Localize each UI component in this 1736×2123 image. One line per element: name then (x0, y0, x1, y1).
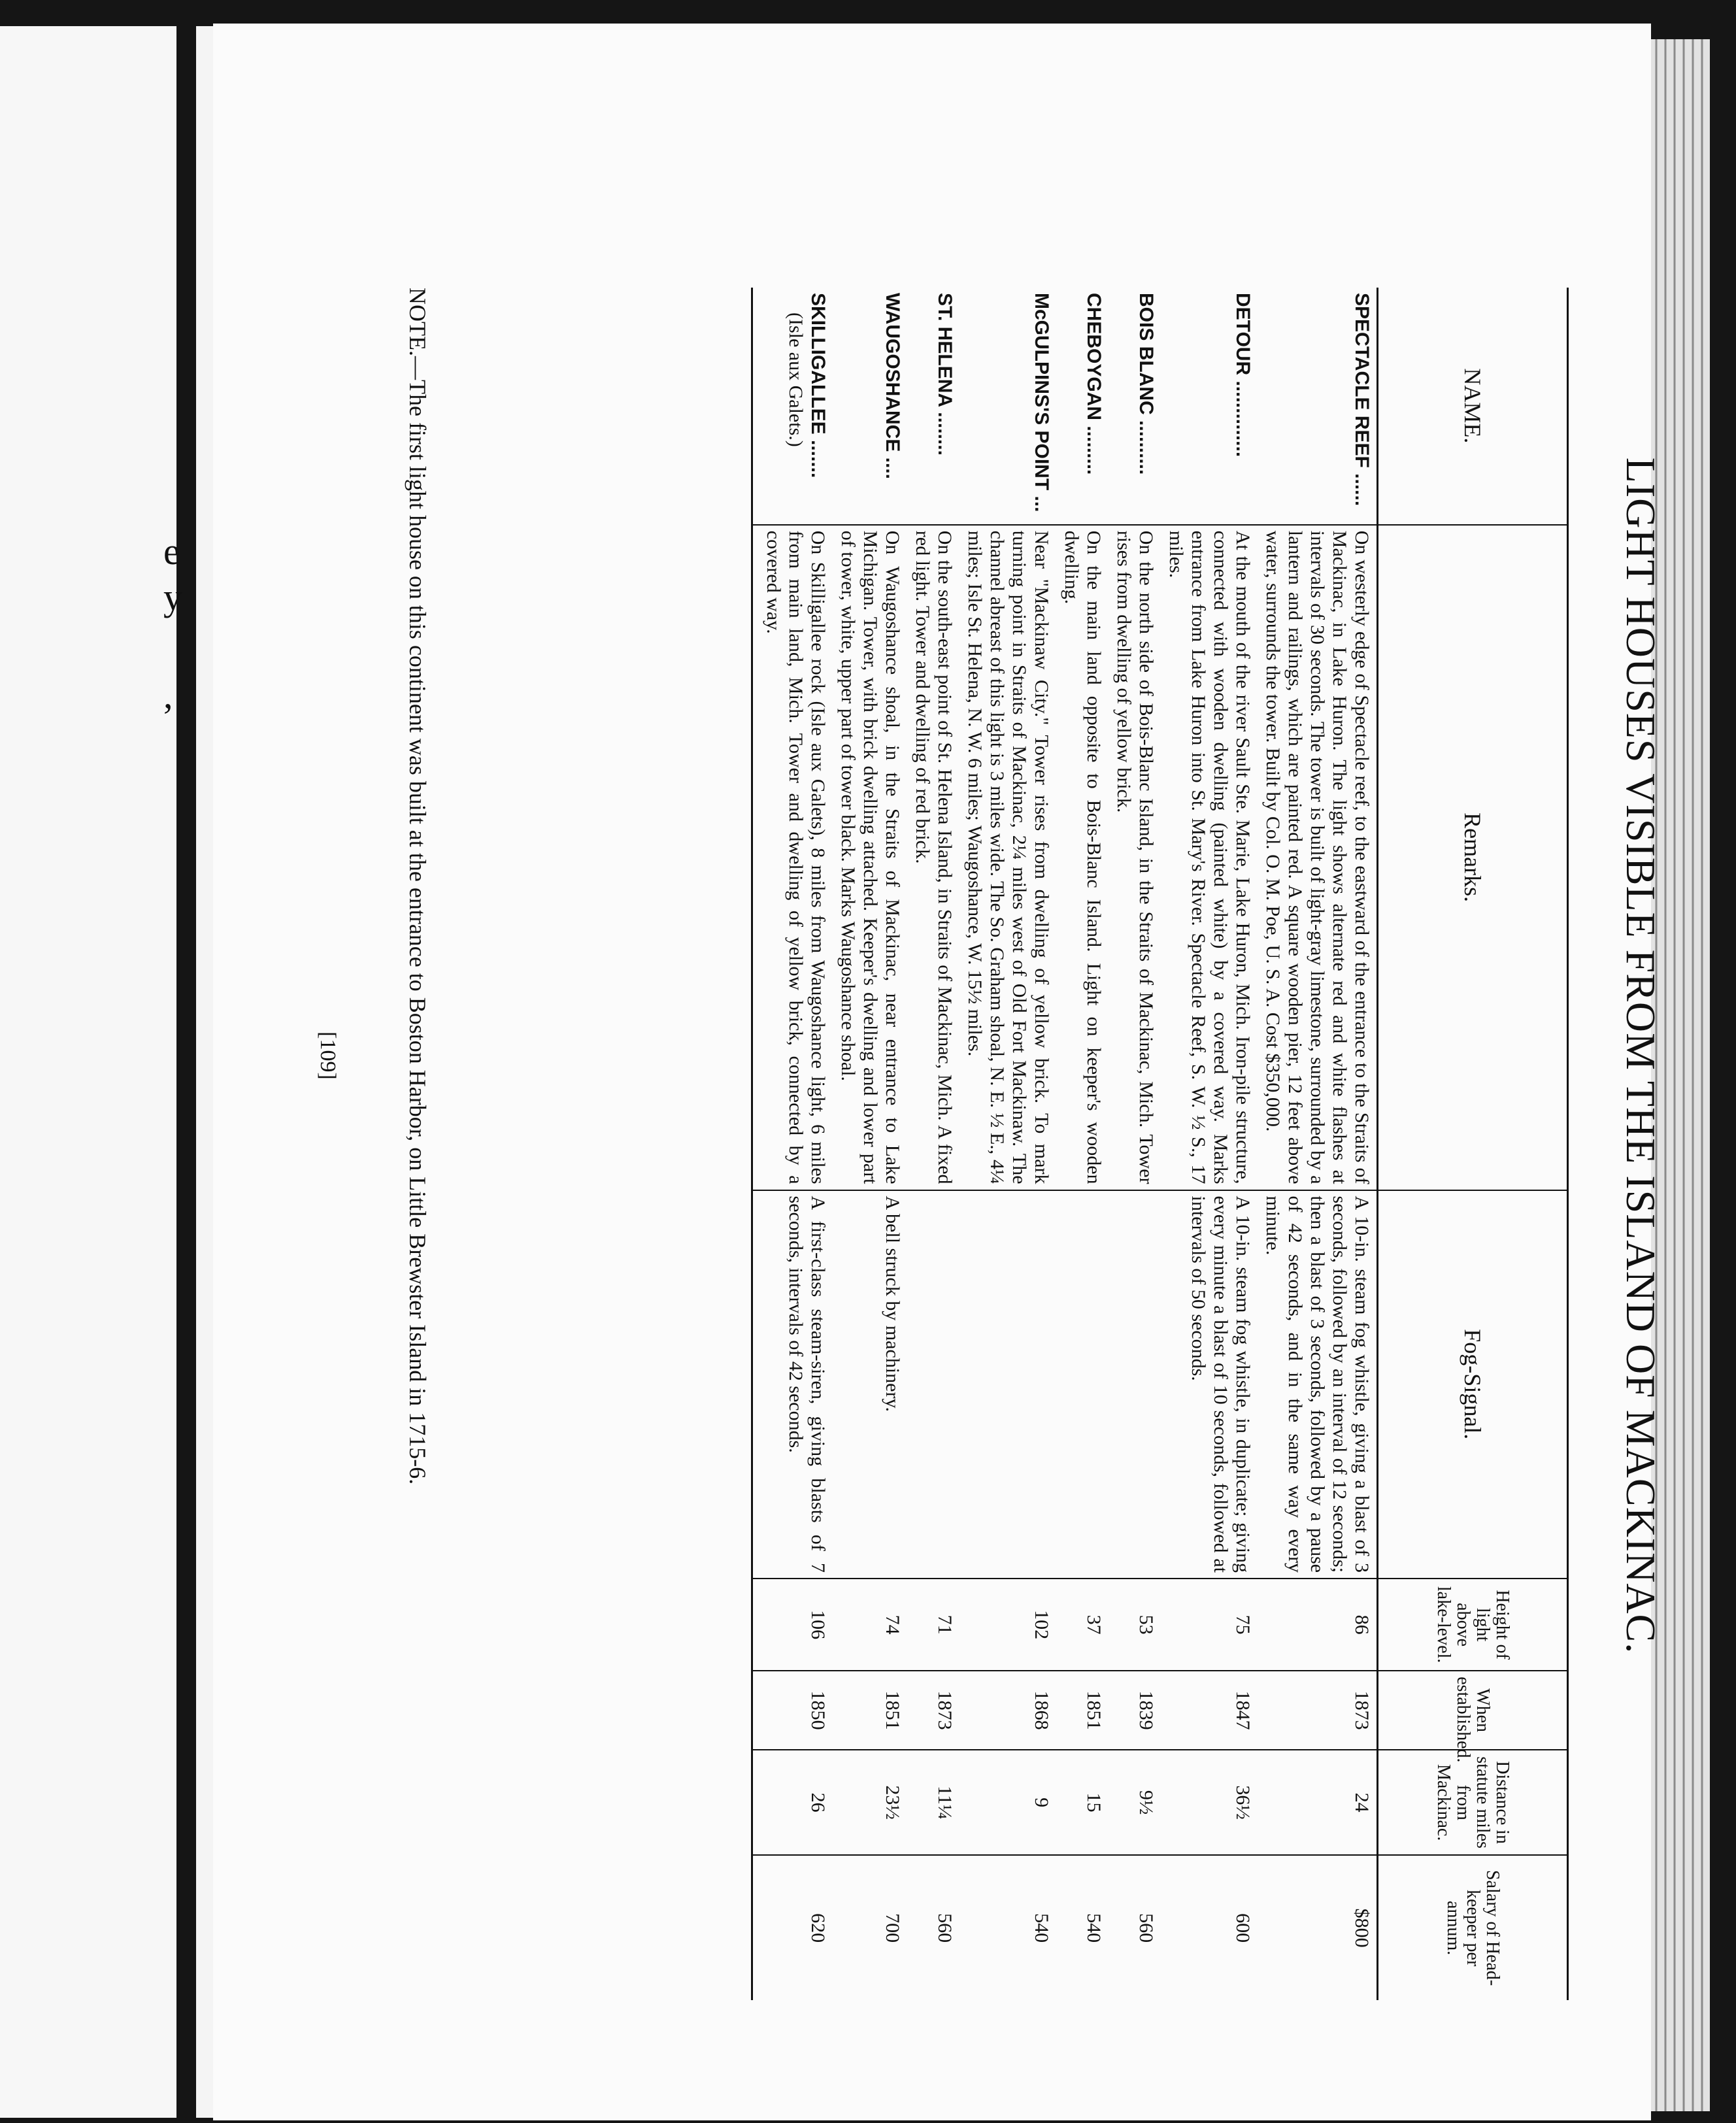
remarks-cell: On the south-east point of St. Helena Island, in Straits of Mackinac, Mich. A fixed red light. Tower and dwelling of red brick. (907, 525, 960, 1190)
height-cell: 75 (1161, 1579, 1258, 1671)
distance-cell: 15 (1056, 1750, 1109, 1855)
fog-signal-cell: A bell struck by machinery. (833, 1190, 907, 1579)
lighthouse-name: DETOUR .............. (1232, 293, 1254, 458)
binding-gutter (196, 26, 213, 2118)
salary-cell: 540 (1056, 1855, 1109, 2000)
fog-signal-cell: A 10-in. steam fog whistle, giving a blast of 3 seconds, followed by an interval of 12 seconds; then a blast of 3 seconds, followed by a pause of 42 seconds, and in the same way every minute. (1258, 1190, 1378, 1579)
fog-signal-cell (1109, 1190, 1161, 1579)
footnote: NOTE.—The first light house on this continent was built at the entrance to Boston Harbor, on Little Brewster Island in 1715-6. (405, 288, 431, 1485)
established-cell: 1847 (1161, 1671, 1258, 1750)
fog-signal-cell (960, 1190, 1056, 1579)
lighthouse-name: WAUGOSHANCE .... (882, 293, 903, 480)
lighthouse-name: SKILLIGALLEE ....... (Isle aux Galets.) (752, 288, 833, 525)
established-cell: 1851 (1056, 1671, 1109, 1750)
page-title: LIGHT HOUSES VISIBLE FROM THE ISLAND OF MACKINAC. (1618, 457, 1664, 1654)
established-cell: 1850 (752, 1671, 833, 1750)
remarks-cell: On the north side of Bois-Blanc Island, in the Straits of Mackinac, Mich. Tower rises from dwelling of yellow brick. (1109, 525, 1161, 1190)
distance-cell: 24 (1258, 1750, 1378, 1855)
remarks-cell: At the mouth of the river Sault Ste. Marie, Lake Huron, Mich. Iron-pile structure, connected with wooden dwelling (painted white) by a covered way. Marks entrance from Lake Huron into St. Mary's River. Spectacle Reef, S. W. ½ S., 17 miles. (1161, 525, 1258, 1190)
margin-mark: e (163, 530, 180, 573)
distance-cell: 9 (960, 1750, 1056, 1855)
established-cell: 1868 (960, 1671, 1056, 1750)
lighthouse-name: CHEBOYGAN ......... (1083, 293, 1105, 475)
lighthouse-name: BOIS BLANC .......... (1135, 293, 1157, 475)
remarks-cell: On Waugoshance shoal, in the Straits of Mackinac, near entrance to Lake Michigan. Tower, with brick dwelling attached. Keeper's dwelling and lower part of tower, white, upper part of tower black. Marks Waugoshance shoal. (833, 525, 907, 1190)
established-cell: 1873 (1258, 1671, 1378, 1750)
height-cell: 86 (1258, 1579, 1378, 1671)
facing-page-edge (0, 26, 176, 2118)
established-cell: 1839 (1109, 1671, 1161, 1750)
table-row (1109, 288, 1161, 2000)
fog-signal-cell: A first-class steam-siren, giving blasts of 7 seconds, intervals of 42 seconds. (752, 1190, 833, 1579)
lighthouse-name: SPECTACLE REEF ...... (1351, 293, 1373, 507)
table-row (1056, 288, 1109, 2000)
salary-cell: 700 (833, 1855, 907, 2000)
table-row (907, 288, 960, 2000)
height-cell: 37 (1056, 1579, 1109, 1671)
remarks-cell: On westerly edge of Spectacle reef, to the eastward of the entrance to the Straits of Mackinac, in Lake Huron. The light shows alternate red and white flashes at intervals of 30 seconds. The tower is built of light-gray limestone, surrounded by a lantern and railings, which are painted red. A square wooden pier, 12 feet above water, surrounds the tower. Built by Col. O. M. Poe, U. S. A. Cost $350,000. (1258, 525, 1378, 1190)
established-cell: 1851 (833, 1671, 907, 1750)
salary-cell: 540 (960, 1855, 1056, 2000)
table-row (1161, 288, 1258, 2000)
distance-cell: 11¼ (907, 1750, 960, 1855)
margin-mark: y (163, 576, 182, 618)
height-cell: 53 (1109, 1579, 1161, 1671)
header-height: Height of light above lake-level. (1378, 1579, 1568, 1671)
distance-cell: 9½ (1109, 1750, 1161, 1855)
fog-signal-cell: A 10-in. steam fog whistle, in duplicate; giving every minute a blast of 10 seconds, followed at intervals of 50 seconds. (1161, 1190, 1258, 1579)
header-remarks: Remarks. (1378, 525, 1568, 1190)
margin-mark: , (163, 674, 173, 716)
table-row (833, 288, 907, 2000)
remarks-cell: On Skilligallee rock (Isle aux Galets), 8 miles from Waugoshance light, 6 miles from main land, Mich. Tower and dwelling of yellow brick, connected by a covered way. (752, 525, 833, 1190)
table-header-row (1378, 288, 1568, 2000)
header-name: NAME. (1378, 288, 1568, 525)
fog-signal-cell (1056, 1190, 1109, 1579)
table-row (752, 288, 833, 2000)
distance-cell: 36½ (1161, 1750, 1258, 1855)
page-number: [109] (316, 1031, 340, 1080)
height-cell: 74 (833, 1579, 907, 1671)
lighthouse-table (751, 288, 1569, 2000)
table-row (1258, 288, 1378, 2000)
height-cell: 106 (752, 1579, 833, 1671)
salary-cell: 600 (1161, 1855, 1258, 2000)
remarks-cell: Near "Mackinaw City." Tower rises from dwelling of yellow brick. To mark turning point in Straits of Mackinac, 2¼ miles west of Old Fort Mackinaw. The channel abreast of this light is 3 miles wide. The So. Graham shoal, N. E. ½ E., 4¼ miles; Isle St. Helena, N. W. 6 miles; Waugoshance, W. 15½ miles. (960, 525, 1056, 1190)
header-salary: Salary of Head-keeper per annum. (1378, 1855, 1568, 2000)
header-distance: Distance in statute miles from Mackinac. (1378, 1750, 1568, 1855)
table-row (960, 288, 1056, 2000)
distance-cell: 23½ (833, 1750, 907, 1855)
fog-signal-cell (907, 1190, 960, 1579)
height-cell: 71 (907, 1579, 960, 1671)
salary-cell: 560 (1109, 1855, 1161, 2000)
lighthouse-name: ST. HELENA ........ (934, 293, 956, 456)
distance-cell: 26 (752, 1750, 833, 1855)
header-established: When established. (1378, 1671, 1568, 1750)
salary-cell: 560 (907, 1855, 960, 2000)
header-fog-signal: Fog-Signal. (1378, 1190, 1568, 1579)
lighthouse-name: McGULPINS'S POINT ... (1031, 293, 1052, 512)
remarks-cell: On the main land opposite to Bois-Blanc Island. Light on keeper's wooden dwelling. (1056, 525, 1109, 1190)
salary-cell: 620 (752, 1855, 833, 2000)
lighthouse-alt-name: (Isle aux Galets.) (785, 312, 807, 447)
rotated-page-content (288, 98, 1693, 2013)
salary-cell: $800 (1258, 1855, 1378, 2000)
height-cell: 102 (960, 1579, 1056, 1671)
established-cell: 1873 (907, 1671, 960, 1750)
